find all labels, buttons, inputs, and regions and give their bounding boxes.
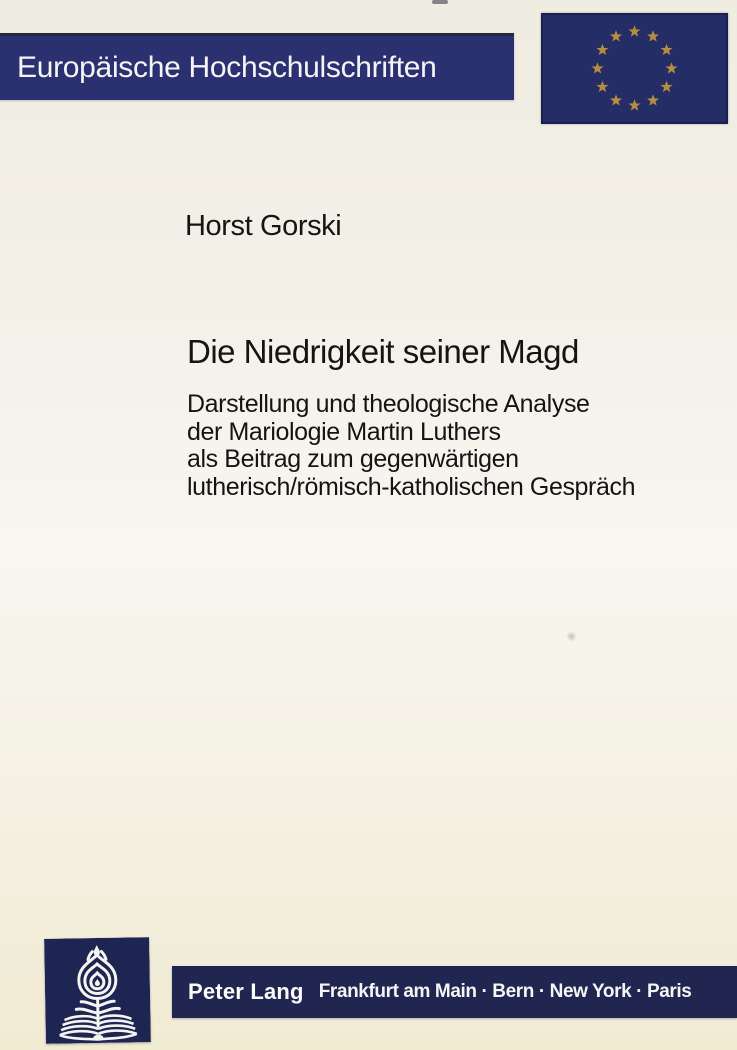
publisher-cities: Frankfurt am Main · Bern · New York · Paris [318,981,692,1002]
series-title: Europäische Hochschulschriften [17,51,437,84]
subtitle-line: der Mariologie Martin Luthers [187,417,501,446]
publisher-bar [172,966,737,1018]
scan-artifact [566,631,577,642]
subtitle-line: Darstellung und theologische Analyse [187,390,590,418]
series-banner [0,33,514,100]
book-subtitle [187,391,635,501]
author-name: Horst Gorski [185,210,342,242]
eu-flag [541,13,728,124]
publisher-name: Peter Lang [188,979,304,1004]
book-title: Die Niedrigkeit seiner Magd [187,333,579,370]
subtitle-line: lutherisch/römisch-katholischen Gespräch [187,472,636,501]
subtitle-line: als Beitrag zum gegenwärtigen [187,445,519,474]
eu-flag-stars-icon [541,13,728,124]
scan-artifact [432,0,448,4]
publisher-logo [44,937,151,1044]
peter-lang-tulip-book-icon [44,937,151,1044]
